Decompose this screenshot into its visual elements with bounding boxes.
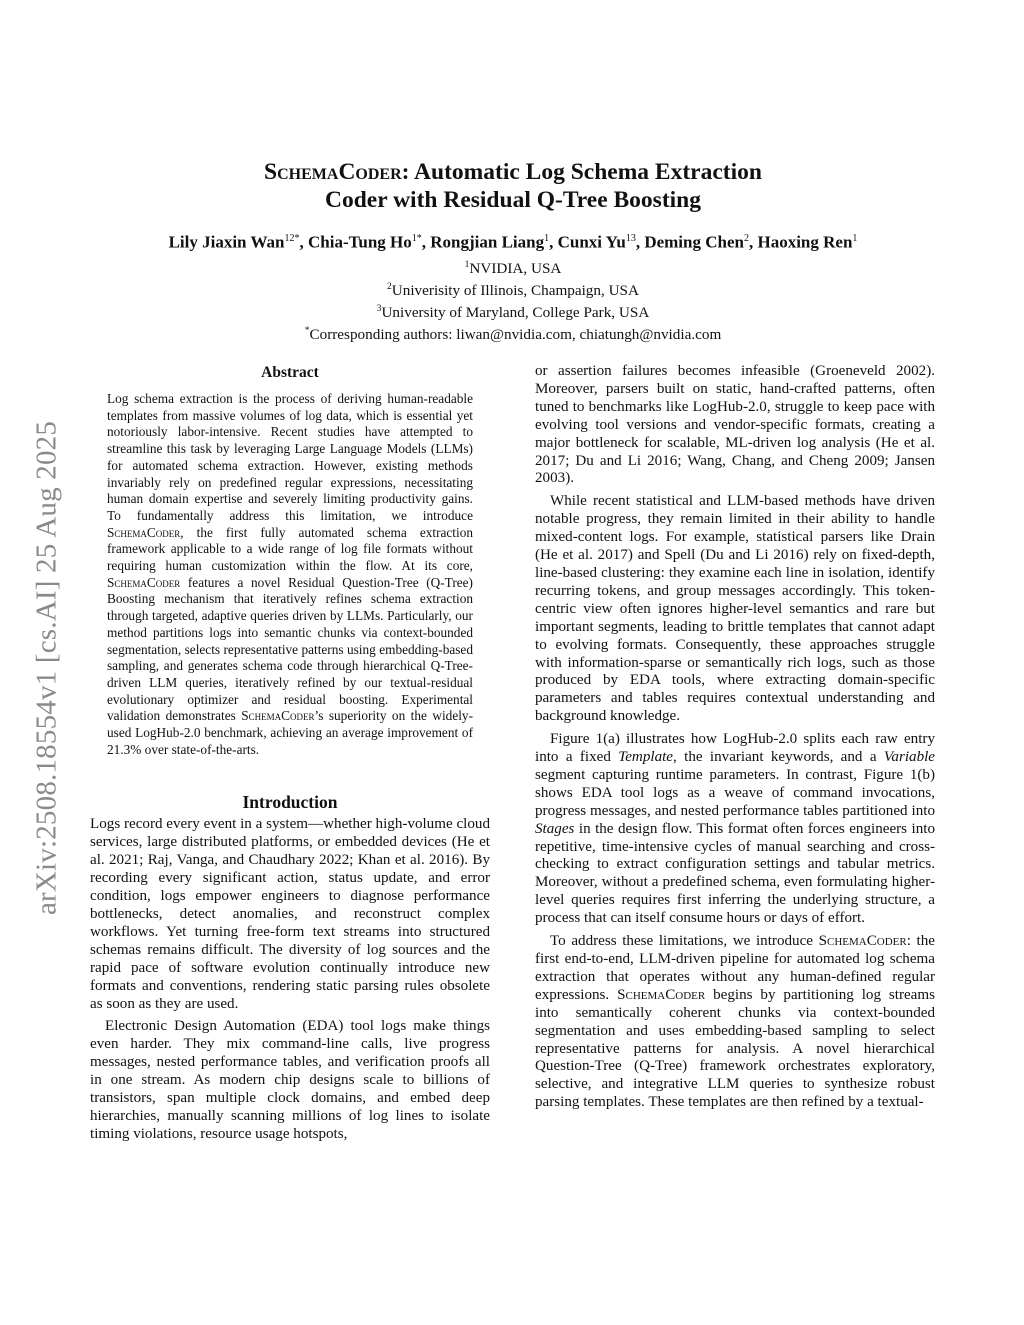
introduction-heading: Introduction [242, 792, 338, 813]
author-name: Cunxi Yu [557, 232, 626, 252]
author-affiliation-mark: 1 [852, 233, 858, 244]
intro-paragraph-2: Electronic Design Automation (EDA) tool logs make things even harder. They mix command-line calls, live progress messages, nested performance tables, and verification proofs all in one stream. As modern chip designs scale to billions of transistors, span multiple clock domains, and embed deep hierarchies, manually scanning millions of log lines to isolate timing violations, resource usage hotspots, [90, 1018, 490, 1142]
arxiv-identifier: arXiv:2508.18554v1 [cs.AI] 25 Aug 2025 [30, 420, 63, 916]
author-name: Rongjian Liang [430, 232, 545, 252]
author-name: Haoxing Ren [757, 232, 853, 252]
title-line-2: Coder with Residual Q-Tree Boosting [324, 187, 701, 213]
intro-paragraph-3: While recent statistical and LLM-based methods have driven notable progress, they remain limited in their ability to handle mixed-content logs. For example, statistical parsers like Drain (He et al. 2017) and Spell (Du and Li 2016) rely on fixed-depth, line-based clustering: they examine each line in isolation, identify recurring tokens, and group messages accordingly. This token-centric view often ignores higher-level semantics and rare but important segments, leading to brittle templates that cannot adapt to evolving formats. Consequently, these approaches struggle with information-sparse or semantically rich logs, such as those produced by EDA tools, where extracting domain-specific parameters and tables requires contextual understanding and background knowledge. [535, 493, 935, 725]
author-list: Lily Jiaxin Wan$^{12*}$, Chia-Tung $Ho^{1*}$, Rongjian Liang$^1$, Cunxi Yu$^{13}$, Deming Chen$^2$, Haoxing Ren$^1$ [168, 232, 858, 252]
left-column [90, 363, 490, 1144]
corresponding-authors: *Corresponding authors: liwan@nvidia.com, chiatungh@nvidia.com [304, 325, 722, 343]
author-affiliation-mark: 1* [411, 233, 422, 244]
intro-paragraph-4: Figure 1(a) illustrates how LogHub-2.0 splits each raw entry into a fixed Template, the invariant keywords, and a Variable segment capturing runtime parameters. In contrast, Figure 1(b) shows EDA tool logs as a weave of command invocations, progress messages, and nested performance tables partitioned into Stages in the design flow. This format often forces engineers into repetitive, time-intensive cycles of manual searching and cross-checking to extract configuration settings and tabular metrics. Moreover, without a predefined schema, even formulating higher-level queries requires first inferring the underlying structure, a process that can itself consume hours or days of effort. [535, 731, 936, 927]
title-system-name: SchemaCoder [264, 159, 402, 185]
paper-title [90, 158, 936, 214]
affiliation-list [90, 256, 936, 344]
affiliation: $^3$University of Maryland, College Park, USA [376, 303, 650, 321]
title-line-1: : Automatic Log Schema Extraction [401, 159, 762, 185]
title-block [90, 158, 936, 344]
intro-paragraph-1: Logs record every event in a system—whether high-volume cloud services, large distributed platforms, or embedded devices (He et al. 2021; Raj, Vanga, and Chaudhary 2022; Khan et al. 2016). By recording every significant action, status update, and error condition, logs empower engineers to diagnose performance bottlenecks, detect anomalies, and reconstruct complex workflows. Yet turning free-form text streams into structured schemas remains difficult. The diversity of log sources and the rapid pace of software evolution continually introduce new formats and conventions, rendering static parsing rules obsolete as soon as they are used. [90, 816, 490, 1012]
abstract-heading: Abstract [261, 364, 319, 381]
author-affiliation-mark: 1 [544, 233, 550, 244]
abstract-body: Log schema extraction is the process of deriving human-readable templates from massive volumes of log data, which is essential yet notoriously labor-intensive. Recent studies have attempted to streamline this task by leveraging Large Language Models (LLMs) for automated schema extraction. However, existing methods invariably rely on predefined regular expressions, necessitating human domain expertise and severely limiting productivity gains. To fundamentally address this limitation, we introduce SchemaCoder, the first fully automated schema extraction framework applicable to a wide range of log file formats without requiring human customization within the flow. At its core, SchemaCoder features a novel Residual Question-Tree (Q-Tree) Boosting mechanism that iteratively refines schema extraction through targeted, adaptive queries driven by LLMs. Particularly, our method partitions logs into semantic chunks via context-bounded segmentation, selects representative patterns using embedding-based sampling, and generates schema code through hierarchical Q-Tree-driven LLM queries, iteratively refined by our textual-residual evolutionary optimizer and residual boosting. Experimental validation demonstrates SchemaCoder’s superiority on the widely-used LogHub-2.0 benchmark, achieving an average improvement of 21.3% over state-of-the-arts. [107, 391, 474, 757]
author-name: Lily Jiaxin Wan [168, 232, 285, 252]
author-name: Chia-Tung Ho [307, 232, 412, 252]
author-affiliation-mark: 2 [743, 233, 749, 244]
affiliation: $^2$Univerisity of Illinois, Champaign, USA [387, 281, 639, 299]
author-affiliation-mark: 13 [625, 233, 636, 244]
author-name: Deming Chen [644, 232, 744, 252]
intro-paragraph-continued: or assertion failures becomes infeasible (Groeneveld 2002). Moreover, parsers built on static, hand-crafted patterns, often tuned to benchmarks like LogHub-2.0, struggle to keep pace with evolving tool versions and vendor-specific formats, creating a major bottleneck for scalable, ML-driven log analysis (He et al. 2017; Du and Li 2016; Wang, Chang, and Cheng 2009; Jansen 2003). [535, 363, 935, 487]
intro-paragraph-5: To address these limitations, we introduce SchemaCoder: the first end-to-end, LLM-driven pipeline for automated log schema extraction that operates without any human-defined regular expressions. SchemaCoder begins by partitioning log streams into semantically coherent chunks via context-bounded segmentation and uses embedding-based sampling to select representative patterns for analysis. A novel hierarchical Question-Tree (Q-Tree) framework orchestrates exploratory, selective, and integrative LLM queries to synthesize robust parsing templates. These templates are then refined by a textual- [535, 933, 935, 1111]
affiliation: $^1$NVIDIA, USA [464, 259, 562, 277]
author-affiliation-mark: 12* [284, 233, 300, 244]
right-column [535, 363, 935, 1112]
